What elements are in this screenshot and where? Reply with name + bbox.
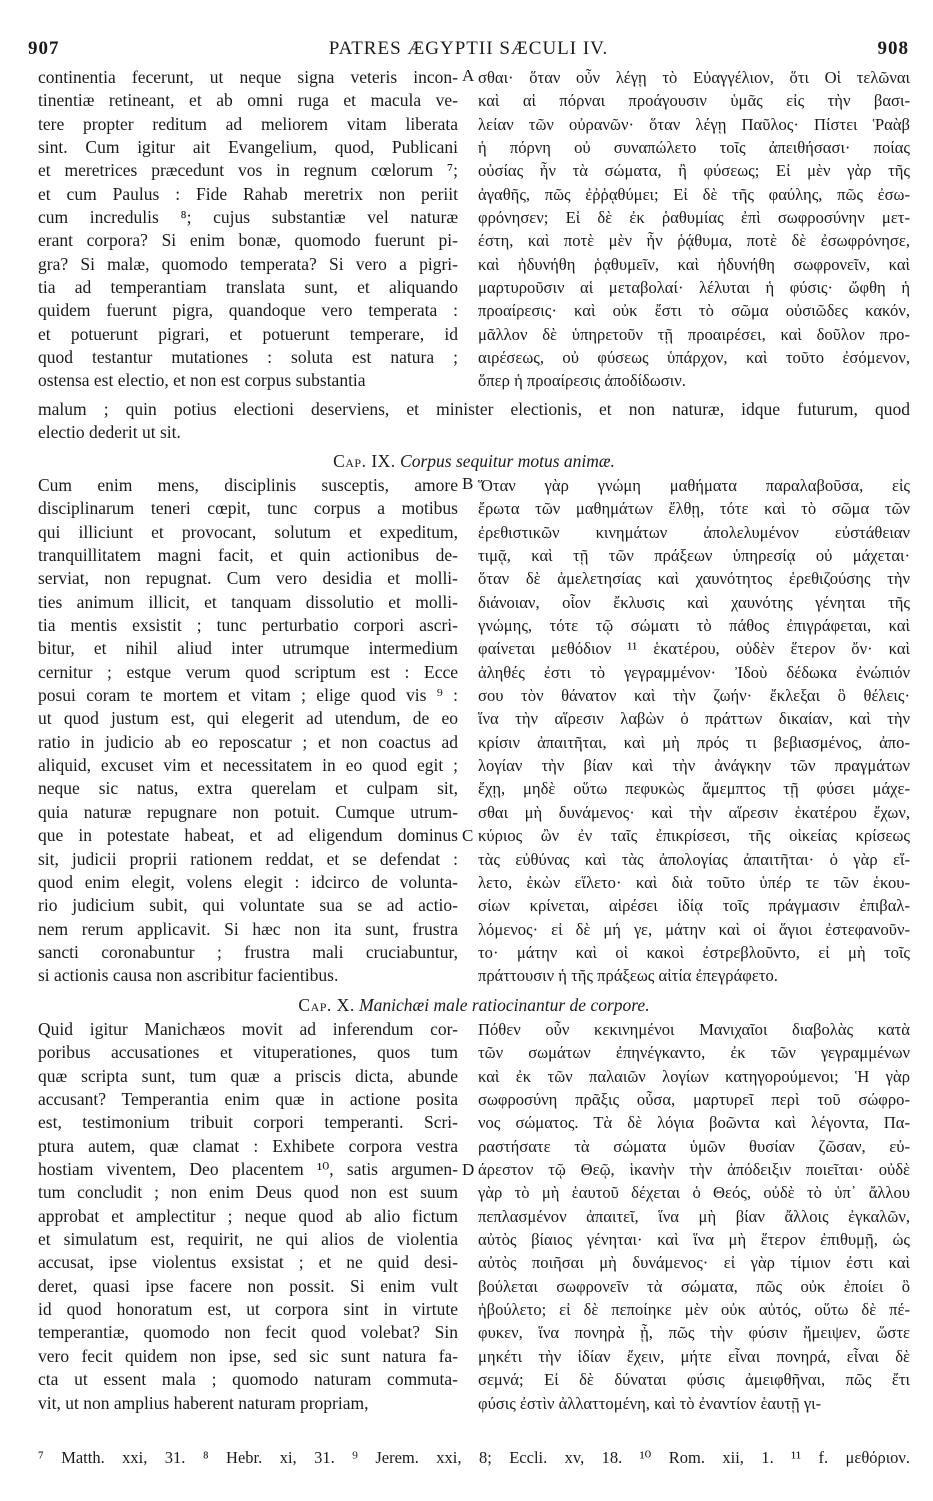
text-line: ἡ πόρνη οὐ συναπώλετο τοῖς ἀπειθήσασι· ποίας xyxy=(478,138,910,158)
text-line: gra? Si malæ, quomodo temperata? Si vero a pigri- xyxy=(38,253,458,274)
text-line: nem rerum applicavit. Si hæc non ita sunt, frustra xyxy=(38,918,458,939)
text-line: si actionis causa non ascribitur facientibus. xyxy=(38,965,339,986)
text-line: ptura autem, quæ clamat : Exhibete corpora vestra xyxy=(38,1135,458,1156)
text-line: que in potestate habeat, et ad eligendum dominus xyxy=(38,825,458,846)
text-line: άρεστον τῷ Θεῷ, ἱκανὴν τὴν ἀπόδειξιν ποιεῖται· οὐδὲ xyxy=(478,1160,910,1180)
text-line: et simulatum est, requirit, ne qui alios de violentia xyxy=(38,1229,458,1250)
footnotes: ⁷ Matth. xxi, 31. ⁸ Hebr. xi, 31. ⁹ Jerem. xxi, 8; Eccli. xv, 18. ¹⁰ Rom. xii, 1. ¹¹ f. μεθόριον. xyxy=(38,1448,910,1467)
text-line: posui coram te mortem et vitam ; elige quod vis ⁹ : xyxy=(38,685,458,706)
text-line: tia ad temperantiam translata sunt, et aliquando xyxy=(38,277,458,298)
text-line: κύριος ὢν ἐν ταῖς ἐπικρίσεσι, τῆς οἰκείας κρίσεως xyxy=(478,826,910,846)
text-line: cta ut essent mala ; quomodo naturam commuta- xyxy=(38,1369,458,1390)
text-line: cum incredulis ⁸; cujus substantiæ vel naturæ xyxy=(38,207,458,228)
text-line: πράττουσιν ἡ τῆς πράξεως αἰτία ἐπεγράφετο. xyxy=(478,966,778,986)
text-line: accusat, ipse violentus exsistat ; et ne quid desi- xyxy=(38,1252,458,1273)
text-line: καὶ αἱ πόρναι προάγουσιν ὑμᾶς εἰς τὴν βασι- xyxy=(478,91,910,111)
text-line: ραστήσατε τὰ σώματα ὑμῶν θυσίαν ζῶσαν, εὐ- xyxy=(478,1136,910,1156)
text-line: approbat et amplectitur ; neque quod ab alio fictum xyxy=(38,1205,458,1226)
text-line: φυκεν, ἵνα πονηρὰ ᾖ, πῶς τὴν φύσιν ἤμειψεν, ὥστε xyxy=(478,1323,910,1343)
text-line: λόμενος· εἰ δὲ μή γε, μάτην καὶ οἱ ἅγιοι ἐστεφανοῦν- xyxy=(478,919,910,939)
text-line: ἔχῃ, μηδὲ οὕτω πεφυκὼς ἄμεμπτος τῇ φύσει μάχε- xyxy=(478,779,910,799)
text-line: et meretrices præcedunt vos in regnum cœlorum ⁷; xyxy=(38,160,458,181)
text-line: et cum Paulus : Fide Rahab meretrix non periit xyxy=(38,183,458,204)
text-line: Cum enim mens, disciplinis susceptis, amore xyxy=(38,475,458,495)
text-line: temperantiæ, quomodo non fecit quod volebat? Sin xyxy=(38,1322,458,1343)
text-line: σωφροσύνη πρᾶξις οὖσα, μαρτυρεῖ περὶ τοῦ σώφρο- xyxy=(478,1090,910,1110)
text-line: ἵνα τὴν αἵρεσιν λαβὼν ὁ πράττων δικαίαν, καὶ τὴν xyxy=(478,709,910,729)
text-line: φύσις ἐστὶν ἀλλαττομένη, καὶ τὸ ἐναντίον ἑαυτῇ γι- xyxy=(478,1393,822,1413)
text-line: est, testimonium tribuit corpori temperanti. Scri- xyxy=(38,1112,458,1133)
text-line: id quod honoratum est, ut corpora sint in virtute xyxy=(38,1299,458,1320)
chapter-heading-9 xyxy=(38,449,910,473)
greek-column-cap10 xyxy=(478,1018,910,1415)
text-line: σθαι· ὅταν οὖν λέγῃ τὸ Εὐαγγέλιον, ὅτι Οἱ τελῶναι xyxy=(478,68,910,87)
chapter-label: Cap. IX. xyxy=(333,451,396,471)
text-line: quia naturæ repugnare non potuit. Cumque utrum- xyxy=(38,801,458,822)
text-line: sint. Cum igitur ait Evangelium, quod, Publicani xyxy=(38,137,458,158)
text-line: έστη, καὶ ποτὲ μὲν ἦν ῥᾴθυμα, ποτὲ δὲ ἐσωφρόνησε, xyxy=(478,231,910,251)
margin-letter-c: C xyxy=(462,826,474,845)
page-number-left: 907 xyxy=(28,38,60,59)
chapter-title: Manichæi male ratiocinantur de corpore. xyxy=(359,995,650,1015)
text-line: το· μάτην καὶ οἱ κακοὶ ἐστρεβλοῦντο, εἰ μὴ τοῖς xyxy=(478,942,910,962)
text-line: προαίρεσις· καὶ οὐκ ἔστι τὸ σῶμα οὐσιῶδες κακόν, xyxy=(478,301,910,321)
text-line: bitur, et nihil aliud inter utrumque intermedium xyxy=(38,638,458,659)
text-line: οὐσίας ἦν τὰ σώματα, ἢ φύσεως; Εἰ μὲν γὰρ τῆς xyxy=(478,161,910,181)
text-line: neque sic natus, extra querelam et culpam sit, xyxy=(38,778,458,799)
margin-letter-a: A xyxy=(462,66,475,85)
margin-letter-b: B xyxy=(462,474,474,493)
text-line: βούλεται σωφρονεῖν τὰ σώματα, πῶς οὐκ ἐποίει ὃ xyxy=(478,1276,910,1296)
margin-letter-d: D xyxy=(462,1160,475,1179)
text-line: γνώμης, τότε τῷ σώματι τὸ πάθος ἐπιγράφεται, καὶ xyxy=(478,616,910,636)
text-line: αὐτὸς ποιῆσαι μὴ δυνάμενος· εἰ γὰρ τίμιον ἐστι καὶ xyxy=(478,1253,910,1273)
text-line: quæ scripta sunt, tum quæ a priscis dicta, abunde xyxy=(38,1065,458,1086)
text-line: σίων κρίνεται, αἱρέσει ἰδίᾳ τοῖς πράγμασιν ἐπιβαλ- xyxy=(478,896,910,916)
text-line: φρόνησεν; Εἰ δὲ ἐκ ῥαθυμίας ἐπὶ σωφροσύνην μετ- xyxy=(478,208,910,228)
text-line: deret, quasi ipse facere non possit. Si enim vult xyxy=(38,1275,458,1296)
text-line: ἔρωτα τῶν μαθημάτων ἔλθῃ, τότε καὶ τὸ σῶμα τῶν xyxy=(478,499,910,519)
text-line: erant corpora? Si enim bonæ, quomodo fuerunt pi- xyxy=(38,230,458,251)
text-line: κρίσιν ἀπαιτῆται, καὶ μὴ πρός τι βεβιασμένος, ἀπο- xyxy=(478,732,910,752)
text-line: tia mentis exsistit ; tunc perturbatio corpori ascri- xyxy=(38,615,458,636)
text-line: ἀληθές ἐστι τὸ γεγραμμένον· Ἰδοὺ δέδωκα ἐνώπιόν xyxy=(478,662,910,682)
text-line: vit, ut non amplius haberent naturam propriam, xyxy=(38,1392,369,1413)
text-line: τιμᾷ, καὶ τῇ τῶν πράξεων ὑπηρεσίᾳ οὐ μάχεται· xyxy=(478,546,910,566)
text-line: ὅταν δὲ ἀμελετησίας καὶ χαυνότητος ἐρεθιζούσης τὴν xyxy=(478,569,910,589)
text-line: sit, judicii proprii rationem reddat, et se defendat : xyxy=(38,848,458,869)
text-line: ut quod justum est, qui elegerit ad utendum, de eo xyxy=(38,708,458,729)
text-line: hostiam viventem, Deo placentem ¹⁰, satis argumen- xyxy=(38,1159,458,1180)
text-line: poribus accusationes et vituperationes, quos tum xyxy=(38,1042,458,1063)
text-line: quod testantur mutationes : soluta est natura ; xyxy=(38,347,458,368)
text-line: malum ; quin potius electioni deserviens, et minister electionis, et non naturæ, idque futurum, quod xyxy=(38,399,910,419)
chapter-label: Cap. X. xyxy=(298,995,355,1015)
text-line: καὶ ἐκ τῶν παλαιῶν λογίων κατηγορούμενοι; Ἡ γὰρ xyxy=(478,1066,910,1086)
text-line: ostensa est electio, et non est corpus substantia xyxy=(38,370,366,391)
text-line: λετο, ἑκὼν εἵλετο· καὶ διὰ τοῦτο ὑπέρ τε τῶν ἑκου- xyxy=(478,872,910,892)
text-line: cernitur ; estque verum quod scriptum est : Ecce xyxy=(38,661,458,682)
running-header xyxy=(28,38,909,64)
text-line: διάνοιαν, οἷον ἔκλυσις καὶ χαυνότης γένηται τῆς xyxy=(478,592,910,612)
text-line: αιρέσεως, οὐ φύσεως ὑπάρχον, καὶ τοῦτο ἐσόμενον, xyxy=(478,348,910,368)
text-line: Πόθεν οὖν κεκινημένοι Μανιχαῖοι διαβολὰς κατὰ xyxy=(478,1020,910,1039)
text-line: et potuerunt pigrari, et potuerunt temperare, id xyxy=(38,323,458,344)
full-width-lines xyxy=(38,398,910,445)
chapter-heading-10 xyxy=(38,993,910,1017)
text-line: λογίαν τὴν βίαν καὶ τὴν ἀνάγκην τῶν πραγμάτων xyxy=(478,756,910,776)
text-line: rio judicium subit, qui voluntate sua se ad actio- xyxy=(38,895,458,916)
text-line: σεμνά; Εἰ δὲ δύναται φύσις ἀμειφθῆναι, πῶς ἔτι xyxy=(478,1370,910,1390)
text-line: accusant? Temperantia enim quæ in actione posita xyxy=(38,1089,458,1110)
text-line: Ὅταν γὰρ γνώμη μαθήματα παραλαβοῦσα, εἰς xyxy=(478,476,910,495)
text-line: τῶν σωμάτων ἐπηνέγκαντο, ἐκ τῶν γεγραμμένων xyxy=(478,1043,910,1063)
text-line: καὶ ἠδυνήθη ῥᾳθυμεῖν, καὶ ἠδυνήθη σωφρονεῖν, καὶ xyxy=(478,254,910,274)
text-line: αὐτὸς βίαιος γένηται· καὶ ἵνα μὴ ἕτερον ἐπιθυμῇ, ὡς xyxy=(478,1230,910,1250)
text-line: πεπλασμένον ἀπαιτεῖ, ἵνα μὴ βίαν ἄλλοις ἐγκαλῶν, xyxy=(478,1206,910,1226)
text-line: Quid igitur Manichæos movit ad inferendum cor- xyxy=(38,1019,458,1039)
greek-column-cap9 xyxy=(478,474,910,988)
text-line: φαίνεται μεθόδιον ¹¹ ἑκατέρου, οὐδὲν ἕτερον ὄν· καὶ xyxy=(478,639,910,659)
text-line: continentia fecerunt, ut neque signa veteris incon- xyxy=(38,67,458,87)
page-number-right: 908 xyxy=(877,38,909,59)
text-line: tranquillitatem magni facit, et quin actionibus de- xyxy=(38,545,458,566)
text-line: tinentiæ retineant, et ab omni ruga et macula ve- xyxy=(38,90,458,111)
text-line: νος σώματος. Τὰ δὲ λόγια βοῶντα καὶ λέγοντα, Πα- xyxy=(478,1113,910,1133)
latin-column-cap9 xyxy=(38,474,458,988)
text-line: tere propter reditum ad meliorem vitam liberata xyxy=(38,113,458,134)
text-line: qui illiciunt et provocant, solutum et expeditum, xyxy=(38,521,458,542)
text-line: tum concludit ; non enim Deus quod non est suum xyxy=(38,1182,458,1203)
running-title: PATRES ÆGYPTII SÆCULI IV. xyxy=(328,38,609,59)
text-line: ἠβούλετο; εἰ δὲ πεποίηκε μὲν οὐκ αὐτός, οὕτω δὲ πέ- xyxy=(478,1300,910,1320)
text-line: quod enim elegit, volens elegit : idcirco de volunta- xyxy=(38,871,458,892)
text-line: σου τὸν θάνατον καὶ τὴν ζωήν· ἔκλεξαι ὃ θέλεις· xyxy=(478,686,910,706)
text-line: μᾶλλον δὲ ὑπηρετοῦν τῇ προαιρέσει, καὶ δοῦλον προ- xyxy=(478,324,910,344)
text-line: serviat, non repugnat. Cum vero desidia et molli- xyxy=(38,568,458,589)
text-line: vero fecit quidem non ipse, sed sic sunt natura fa- xyxy=(38,1345,458,1366)
text-line: ratio in judicio ab eo reposcatur ; et non coactus ad xyxy=(38,731,458,752)
text-line: sancti coronabuntur ; frustra mali cruciabuntur, xyxy=(38,941,458,962)
text-line: τὰς εὐθύνας καὶ τὰς ἀπολογίας ἀπαιτῆται· ὁ γὰρ εἵ- xyxy=(478,849,910,869)
text-line: μαρτυροῦσιν αἱ μεταβολαί· λέλυται ἡ φύσις· ὤφθη ἡ xyxy=(478,278,910,298)
text-line: ties animum illicit, et tanquam dissolutio et molli- xyxy=(38,591,458,612)
text-line: ἐρεθιστικῶν κινημάτων ἀπολελυμένον εὐστάθειαν xyxy=(478,522,910,542)
text-line: γὰρ τὸ μὴ ἑαυτοῦ δέχεται ὁ Θεός, οὐδὲ τὸ ὑπ᾿ ἄλλου xyxy=(478,1183,910,1203)
text-line: disciplinarum teneri cœpit, tunc corpus a motibus xyxy=(38,498,458,519)
text-line: aliquid, excuset vim et necessitatem in eo quod egit ; xyxy=(38,755,458,776)
latin-column-top xyxy=(38,66,458,393)
chapter-title: Corpus sequitur motus animæ. xyxy=(400,451,615,471)
latin-column-cap10 xyxy=(38,1018,458,1415)
greek-column-top xyxy=(478,66,910,393)
text-line: λείαν τῶν οὐρανῶν· ὅταν λέγῃ Παῦλος· Πίστει Ῥαὰβ xyxy=(478,114,910,134)
text-line: σθαι μὴ δυνάμενος· καὶ τὴν αἵρεσιν ἑκατέρου ἔχων, xyxy=(478,802,910,822)
text-line: electio dederit ut sit. xyxy=(38,422,181,443)
text-line: quidem fuerunt pigra, quandoque vero temperata : xyxy=(38,300,458,321)
text-line: ἀγαθῆς, πῶς ἐῤῥᾳθύμει; Εἰ δὲ τῆς φαύλης, πῶς ἐσω- xyxy=(478,184,910,204)
text-line: μηκέτι τὴν ἰδίαν ἔχειν, μήτε εἶναι πονηρά, εἶναι δὲ xyxy=(478,1346,910,1366)
text-line: ὅπερ ἡ προαίρεσις ἀποδίδωσιν. xyxy=(478,371,686,391)
